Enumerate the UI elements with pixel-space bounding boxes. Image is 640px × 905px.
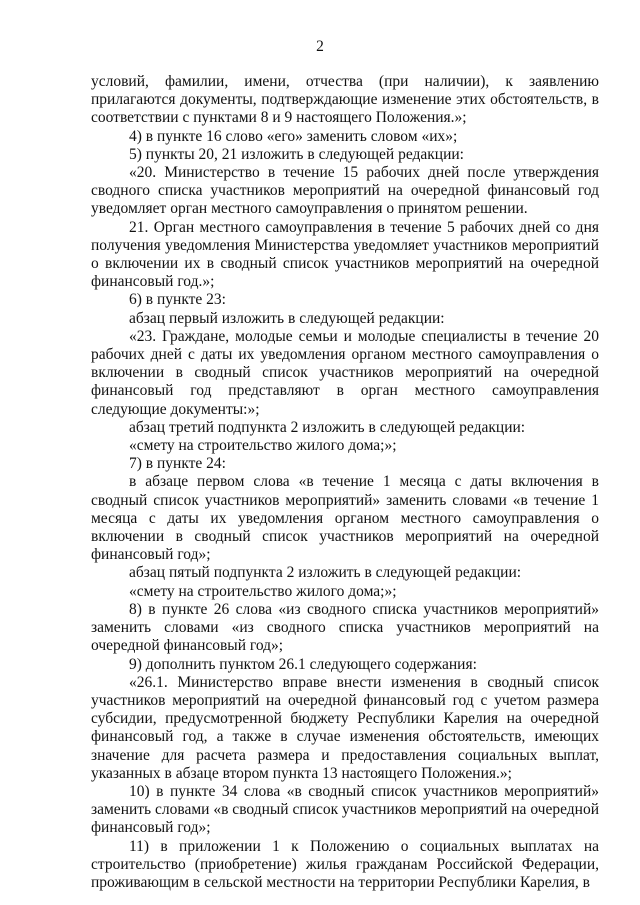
paragraph-item-7: 7) в пункте 24: — [129, 455, 226, 473]
paragraph-item-6-first-abzac: абзац первый изложить в следующей редакции: — [129, 309, 445, 327]
paragraph-clause-23: «23. Граждане, молодые семьи и молодые специалисты в течение 20 рабочих дней с даты их уведомления органом местного самоуправления о включении в сводный список участников мероприятий на очередной финансовый год представляют в орган местного самоуправления следующие документы:»; — [91, 327, 599, 418]
paragraph-clause-26-1: «26.1. Министерство вправе внести изменения в сводный список участников мероприятий на очередной финансовый год с учетом размера субсидии, предусмотренной бюджету Республики Карелия на очередной финансовый год, а также в случае изменения обстоятельств, имеющих значение для расчета размера и предоставления социальных выплат, указанных в абзаце втором пункта 13 настоящего Положения.»; — [91, 673, 599, 782]
paragraph-item-7-fifth-abzac: абзац пятый подпункта 2 изложить в следующей редакции: — [129, 564, 522, 582]
paragraph-item-5: 5) пункты 20, 21 изложить в следующей редакции: — [129, 145, 464, 163]
paragraph-estimate-2: «смету на строительство жилого дома;»; — [129, 582, 397, 600]
paragraph-item-7-first-abzac: в абзаце первом слова «в течение 1 месяца с даты включения в сводный список участников мероприятий» заменить словами «в течение 1 месяца с даты их уведомления органом местного самоуправления о включении в сводный список участников мероприятий на очередной финансовый год»; — [91, 473, 599, 564]
paragraph-clause-20: «20. Министерство в течение 15 рабочих дней после утверждения сводного списка участников мероприятий на очередной финансовый год уведомляет орган местного самоуправления о принятом решении. — [91, 164, 599, 218]
paragraph-item-10: 10) в пункте 34 слова «в сводный список участников мероприятий» заменить словами «в сводный список участников мероприятий на очередной финансовый год»; — [91, 782, 599, 837]
paragraph-item-4: 4) в пункте 16 слово «его» заменить словом «их»; — [129, 127, 458, 145]
paragraph-continuation: условий, фамилии, имени, отчества (при наличии), к заявлению прилагаются документы, подтверждающие изменение этих обстоятельств, в соответствии с пунктами 8 и 9 настоящего Положения.»; — [91, 73, 599, 127]
paragraph-item-6: 6) в пункте 23: — [129, 291, 226, 309]
paragraph-clause-21: 21. Орган местного самоуправления в течение 5 рабочих дней со дня получения уведомления Министерства уведомляет участников мероприятий о включении их в сводный список участников мероприятий на очередной финансовый год.»; — [91, 218, 599, 291]
paragraph-item-11: 11) в приложении 1 к Положению о социальных выплатах на строительство (приобретение) жилья гражданам Российской Федерации, проживающим в сельской местности на территории Республики Карелия, в — [91, 837, 599, 891]
paragraph-estimate-1: «смету на строительство жилого дома;»; — [129, 437, 397, 455]
paragraph-item-9: 9) дополнить пунктом 26.1 следующего содержания: — [129, 655, 477, 673]
paragraph-item-8: 8) в пункте 26 слова «из сводного списка участников мероприятий» заменить словами «из сводного списка участников мероприятий на очередной финансовый год»; — [91, 600, 599, 655]
paragraph-item-6-third-abzac: абзац третий подпункта 2 изложить в следующей редакции: — [129, 418, 526, 436]
document-body — [91, 73, 599, 892]
page-number: 2 — [316, 38, 324, 55]
